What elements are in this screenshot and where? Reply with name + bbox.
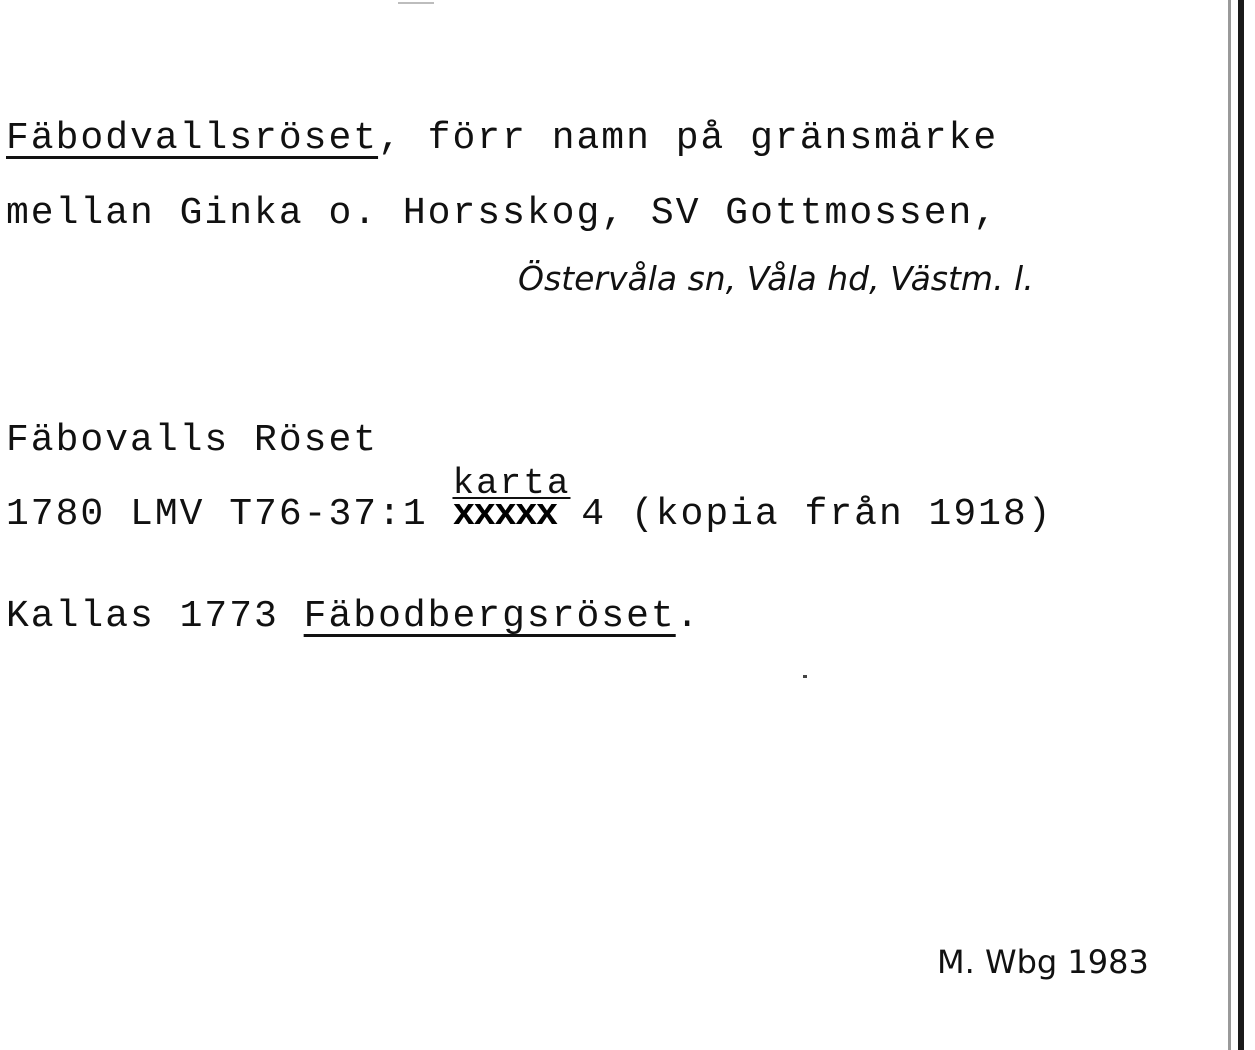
scan-mark — [398, 2, 434, 4]
source-detail: 4 (kopia från 1918) — [556, 493, 1053, 536]
location-line — [518, 259, 1034, 298]
definition-start: , förr namn på gränsmärke — [378, 117, 999, 160]
signature-text: M. Wbg 1983 — [937, 943, 1149, 981]
variant-form: Fäbovalls Röset — [6, 419, 379, 462]
older-name: Fäbodbergsröset — [303, 595, 676, 638]
struck-out-text: xxxxx — [452, 493, 557, 536]
ink-speck — [803, 675, 807, 678]
entry-line-2 — [6, 192, 999, 235]
card-edge — [1238, 0, 1244, 1050]
note-suffix: . — [675, 595, 701, 638]
note-prefix: Kallas 1773 — [6, 595, 304, 638]
definition-continued: mellan Ginka o. Horsskog, SV Gottmossen, — [6, 192, 999, 235]
note-line — [6, 595, 701, 638]
correction-block — [452, 463, 571, 536]
entry-line-1 — [6, 117, 999, 160]
parish-location: Östervåla sn, Våla hd, Västm. l. — [518, 259, 1034, 298]
source-reference: 1780 LMV T76-37:1 — [6, 493, 453, 536]
variant-line — [6, 419, 379, 462]
correction-word: karta — [452, 463, 571, 504]
source-line — [6, 463, 1053, 536]
headword: Fäbodvallsröset — [6, 117, 379, 160]
card-edge-shadow — [1228, 0, 1231, 1050]
signature — [937, 943, 1149, 981]
